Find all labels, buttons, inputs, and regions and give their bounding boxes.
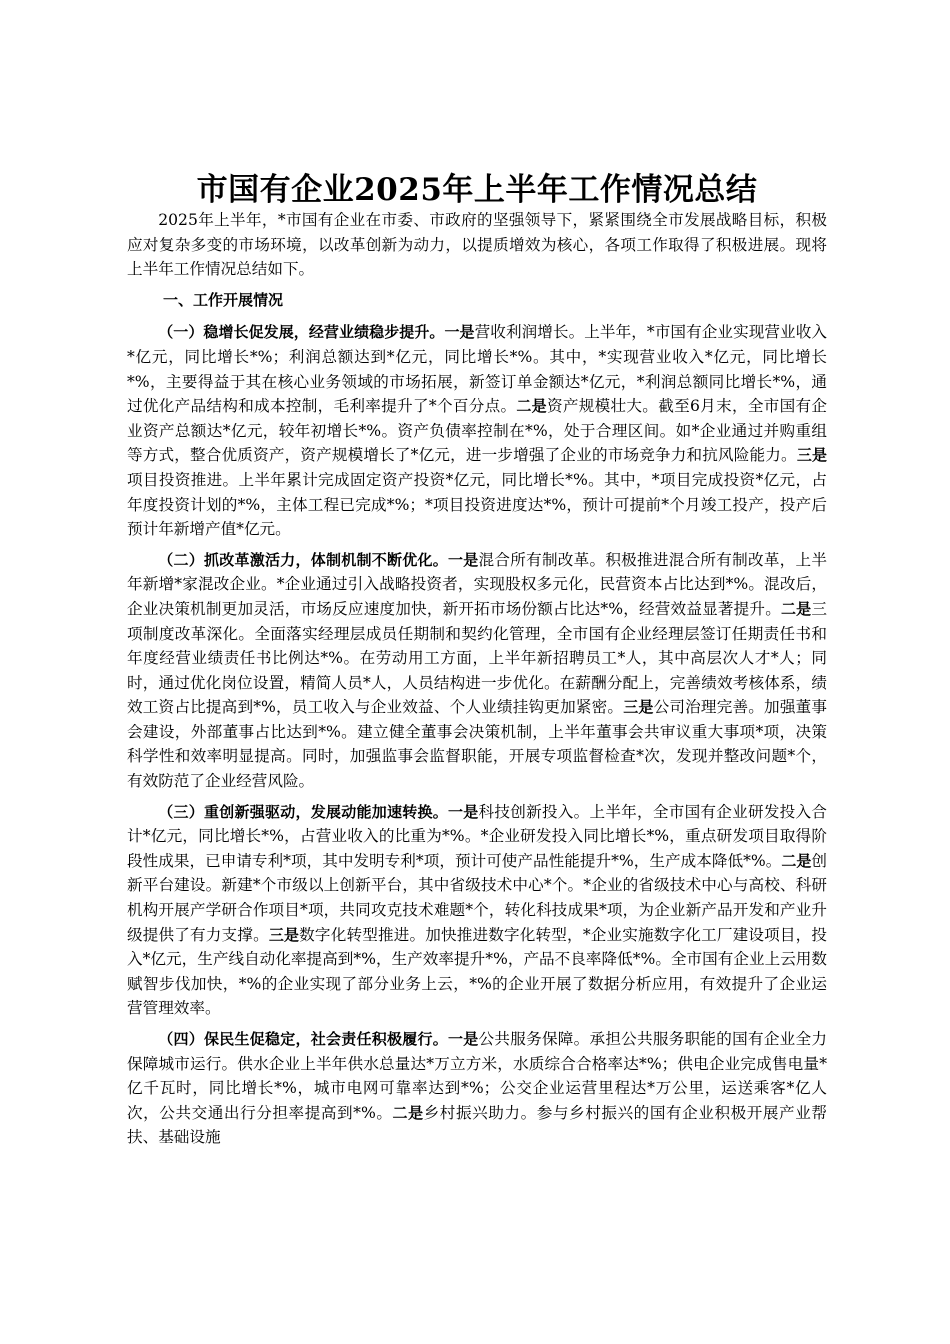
section-1-text-2: 资产规模壮大。截至6月末，全市国有企业资产总额达*亿元，较年初增长*%。资产负债率控制在*%，处于合理区间。如*企业通过并购重组等方式，整合优质资产，资产规模增长了*亿元，进一步增强了企业的市场竞争力和抗风险能力。 — [127, 397, 827, 465]
section-1-marker-2: 二是 — [516, 397, 547, 416]
section-2-paragraph — [127, 548, 827, 794]
section-3-text-1: 科技创新投入。上半年，全市国有企业研发投入合计*亿元，同比增长*%，占营业收入的比重为*%。*企业研发投入同比增长*%，重点研发项目取得阶段性成果，已申请专利*项，其中发明专利*项，预计可使产品性能提升*%，生产成本降低*%。 — [127, 802, 827, 870]
section-1-marker-1: 一是 — [444, 323, 475, 342]
section-2-marker-3: 三是 — [623, 698, 654, 717]
section-3-lead: （三）重创新强驱动，发展动能加速转换。 — [158, 802, 449, 821]
section-3-paragraph — [127, 800, 827, 1021]
section-1-paragraph — [127, 320, 827, 541]
section-2-lead: （二）抓改革激活力，体制机制不断优化。 — [158, 550, 449, 569]
document-title: 市国有企业2025年上半年工作情况总结 — [196, 172, 758, 208]
section-1-text-1: 营收利润增长。上半年，*市国有企业实现营业收入*亿元，同比增长*%；利润总额达到*亿元，同比增长*%。其中，*实现营业收入*亿元，同比增长*%，主要得益于其在核心业务领域的市场拓展，新签订单金额达*亿元，*利润总额同比增长*%，通过优化产品结构和成本控制，毛利率提升了*个百分点。 — [127, 323, 827, 416]
section-4-marker-1: 一是 — [448, 1030, 479, 1048]
section-3-text-2: 创新平台建设。新建*个市级以上创新平台，其中省级技术中心*个。*企业的省级技术中心与高校、科研机构开展产学研合作项目*项，共同攻克技术难题*个，转化科技成果*项，为企业新产品开发和产业升级提供了有力支撑。 — [127, 851, 827, 944]
section-3-marker-1: 一是 — [448, 802, 479, 821]
section-2-text-3: 公司治理完善。加强董事会建设，外部董事占比达到*%。建立健全董事会决策机制，上半年董事会共审议重大事项*项，决策科学性和效率明显提高。同时，加强监事会监督职能，开展专项监督检查*次，发现并整改问题*个，有效防范了企业经营风险。 — [127, 698, 827, 791]
section-3-text-3: 数字化转型推进。加快推进数字化转型，*企业实施数字化工厂建设项目，投入*亿元，生产线自动化率提高到*%，生产效率提升*%，产品不良率降低*%。全市国有企业上云用数赋智步伐加快，*%的企业实现了部分业务上云，*%的企业开展了数据分析应用，有效提升了企业运营管理效率。 — [127, 925, 827, 1018]
section-1-text-3: 项目投资推进。上半年累计完成固定资产投资*亿元，同比增长*%。其中，*项目完成投资*亿元，占年度投资计划的*%，主体工程已完成*%；*项目投资进度达*%，预计可提前*个月竣工投产，投产后预计年新增产值*亿元。 — [127, 470, 827, 539]
section-2-marker-1: 一是 — [448, 550, 479, 569]
section-3-marker-3: 三是 — [268, 925, 300, 944]
document-page — [127, 170, 827, 1150]
section-3-marker-2: 二是 — [781, 851, 812, 870]
section-4-marker-2: 二是 — [392, 1103, 424, 1122]
section-4-text-2: 乡村振兴助力。参与乡村振兴的国有企业积极开展产业帮扶、基础设施 — [127, 1103, 827, 1147]
section-2-text-1: 混合所有制改革。积极推进混合所有制改革，上半年新增*家混改企业。*企业通过引入战略投资者，实现股权多元化，民营资本占比达到*%。混改后，企业决策机制更加灵活，市场反应速度加快，新开拓市场份额占比达*%，经营效益显著提升。 — [127, 550, 827, 618]
section-heading-1: 一、工作开展情况 — [163, 290, 284, 309]
intro-paragraph: 2025年上半年，*市国有企业在市委、市政府的坚强领导下，紧紧围绕全市发展战略目标，积极应对复杂多变的市场环境，以改革创新为动力，以提质增效为核心，各项工作取得了积极进展。现将上半年工作情况总结如下。 — [127, 211, 827, 279]
section-4-paragraph — [127, 1027, 827, 1150]
section-1-marker-3: 三是 — [796, 446, 827, 465]
section-4-lead: （四）保民生促稳定，社会责任积极履行。 — [158, 1030, 449, 1048]
section-2-marker-2: 二是 — [781, 599, 812, 618]
section-1-lead: （一）稳增长促发展，经营业绩稳步提升。 — [158, 323, 445, 342]
section-2-text-2: 三项制度改革深化。全面落实经理层成员任期制和契约化管理，全市国有企业经理层签订任期责任书和年度经营业绩责任书比例达*%。在劳动用工方面，上半年新招聘员工*人，其中高层次人才*人；同时，通过优化岗位设置，精简人员*人，人员结构进一步优化。在薪酬分配上，完善绩效考核体系，绩效工资占比提高到*%，员工收入与企业效益、个人业绩挂钩更加紧密。 — [127, 599, 827, 717]
section-4-text-1: 公共服务保障。承担公共服务职能的国有企业全力保障城市运行。供水企业上半年供水总量达*万立方米，水质综合合格率达*%；供电企业完成售电量*亿千瓦时，同比增长*%，城市电网可靠率达到*%；公交企业运营里程达*万公里，运送乘客*亿人次，公共交通出行分担率提高到*%。 — [127, 1030, 827, 1122]
